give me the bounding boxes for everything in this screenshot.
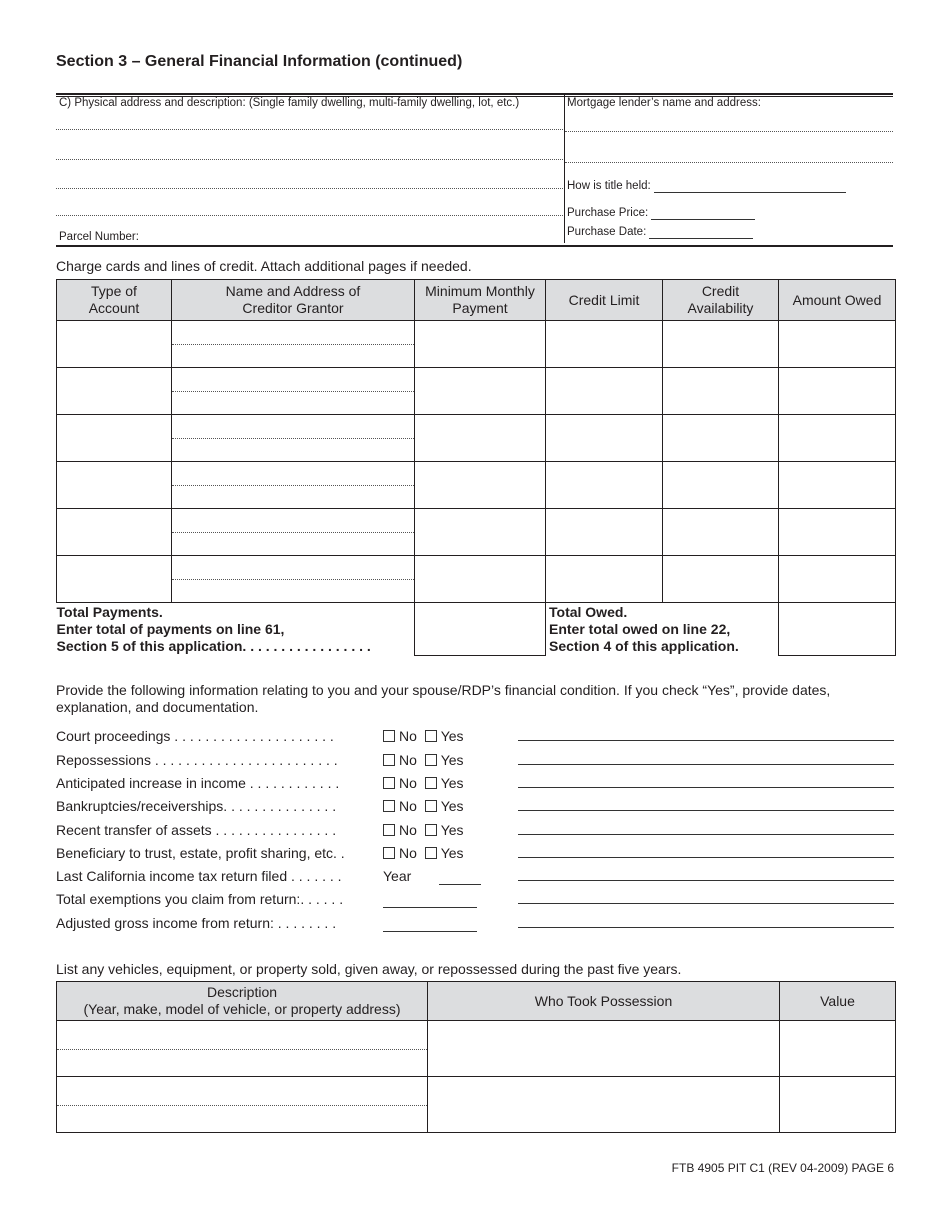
explanation-line[interactable]: [518, 927, 894, 928]
purchase-price-label: Purchase Price:: [567, 207, 649, 219]
table-row: [57, 368, 896, 415]
checkbox-no[interactable]: [383, 777, 395, 789]
financial-row: Court proceedings . . . . . . . . . . . . . . . . . . . . . No Yes: [56, 728, 895, 746]
explanation-line[interactable]: [518, 764, 894, 765]
explanation-line[interactable]: [518, 857, 894, 858]
explanation-line[interactable]: [518, 834, 894, 835]
vehicles-intro: List any vehicles, equipment, or property sold, given away, or repossessed during the past five years.: [56, 961, 682, 977]
lender-label: Mortgage lender’s name and address:: [567, 97, 761, 109]
total-owed-field[interactable]: [779, 603, 896, 656]
explanation-line[interactable]: [518, 740, 894, 741]
total-payments-field[interactable]: [415, 603, 546, 656]
table-row: [57, 462, 896, 509]
financial-row: Recent transfer of assets . . . . . . . . . . . . . . . . No Yes: [56, 822, 895, 840]
table-row: [57, 509, 896, 556]
vehicles-table: [56, 981, 896, 1133]
explanation-line[interactable]: [518, 903, 894, 904]
explanation-line[interactable]: [518, 787, 894, 788]
section-title: Section 3 – General Financial Information (continued): [56, 53, 463, 70]
purchase-date-label: Purchase Date:: [567, 226, 647, 238]
credit-intro: Charge cards and lines of credit. Attach additional pages if needed.: [56, 258, 472, 274]
agi-row: Adjusted gross income from return: . . . . . . . .: [56, 915, 895, 933]
purchase-date-field[interactable]: [649, 226, 753, 239]
checkbox-yes[interactable]: [425, 730, 437, 742]
address-line-3[interactable]: [56, 188, 563, 189]
header-description: Description (Year, make, model of vehicle, or property address): [57, 982, 428, 1021]
property-block: [56, 93, 893, 247]
financial-row: Anticipated increase in income . . . . . . . . . . . . No Yes: [56, 775, 895, 793]
financial-row: Bankruptcies/receiverships. . . . . . . . . . . . . . . No Yes: [56, 798, 895, 816]
checkbox-yes[interactable]: [425, 847, 437, 859]
exemptions-row: Total exemptions you claim from return:. . . . . .: [56, 891, 895, 909]
table-row: [57, 1077, 896, 1133]
title-held-field[interactable]: [654, 180, 846, 193]
explanation-line[interactable]: [518, 880, 894, 881]
lender-line-1[interactable]: [565, 131, 893, 132]
last-return-row: Last California income tax return filed . . . . . . . Year: [56, 868, 895, 886]
table-row: [57, 1021, 896, 1077]
parcel-number-label: Parcel Number:: [59, 231, 139, 243]
agi-field[interactable]: [383, 915, 477, 932]
year-label: Year: [383, 868, 412, 884]
physical-address-label: C) Physical address and description: (Single family dwelling, multi-family dwelling, lot, etc.): [59, 97, 520, 109]
header-type-of-account: Type of Account: [57, 280, 172, 321]
form-footer: FTB 4905 PIT C1 (REV 04-2009) PAGE 6: [671, 1161, 894, 1175]
header-value: Value: [780, 982, 896, 1021]
title-held-label: How is title held:: [567, 180, 651, 192]
header-creditor-grantor: Name and Address of Creditor Grantor: [172, 280, 415, 321]
checkbox-no[interactable]: [383, 754, 395, 766]
checkbox-yes[interactable]: [425, 800, 437, 812]
header-credit-limit: Credit Limit: [546, 280, 663, 321]
table-row: [57, 556, 896, 603]
header-minimum-payment: Minimum Monthly Payment: [415, 280, 546, 321]
address-line-1[interactable]: [56, 129, 563, 130]
header-amount-owed: Amount Owed: [779, 280, 896, 321]
checkbox-no[interactable]: [383, 847, 395, 859]
checkbox-no[interactable]: [383, 824, 395, 836]
total-owed-label: Total Owed. Enter total owed on line 22, Section 4 of this application.: [546, 603, 779, 656]
financial-row: Repossessions . . . . . . . . . . . . . . . . . . . . . . . . No Yes: [56, 752, 895, 770]
address-line-2[interactable]: [56, 159, 563, 160]
credit-table: [56, 279, 896, 656]
checkbox-yes[interactable]: [425, 777, 437, 789]
header-who-took-possession: Who Took Possession: [428, 982, 780, 1021]
checkbox-no[interactable]: [383, 730, 395, 742]
exemptions-field[interactable]: [383, 891, 477, 908]
table-row: [57, 415, 896, 462]
financial-row: Beneficiary to trust, estate, profit sharing, etc. . No Yes: [56, 845, 895, 863]
lender-line-2[interactable]: [565, 162, 893, 163]
checkbox-yes[interactable]: [425, 824, 437, 836]
total-payments-label: Total Payments. Enter total of payments on line 61, Section 5 of this application. . . . . . . . . . . . . . . . .: [57, 603, 415, 656]
checkbox-no[interactable]: [383, 800, 395, 812]
year-field[interactable]: [439, 868, 481, 885]
explanation-line[interactable]: [518, 810, 894, 811]
purchase-price-field[interactable]: [651, 207, 755, 220]
checkbox-yes[interactable]: [425, 754, 437, 766]
financial-intro: Provide the following information relating to you and your spouse/RDP’s financial condition. If you check “Yes”, provide dates, explanation, and documentation.: [56, 682, 831, 715]
table-row: [57, 321, 896, 368]
header-credit-availability: Credit Availability: [663, 280, 779, 321]
address-line-4[interactable]: [56, 215, 563, 216]
